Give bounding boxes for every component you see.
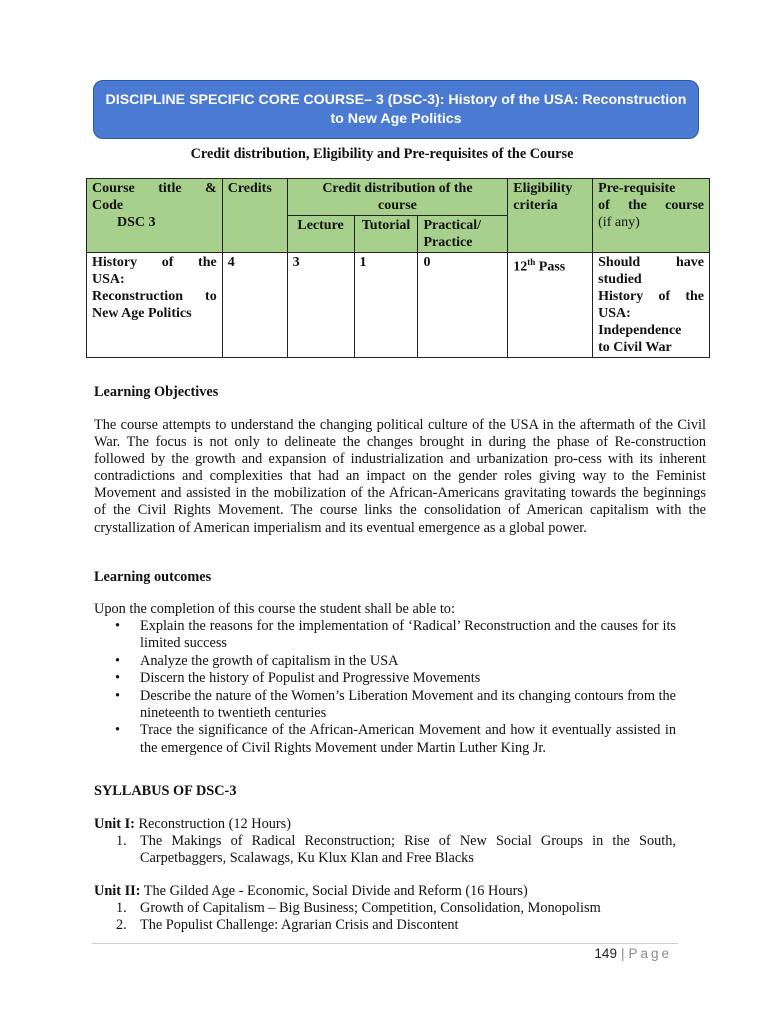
header-credits: Credits <box>222 179 287 253</box>
footer-separator: | <box>620 946 625 961</box>
page-number: 149 <box>594 946 617 961</box>
page-label: Page <box>628 946 672 961</box>
header-tutorial: Tutorial <box>354 216 418 253</box>
credit-distribution-heading: Credit distribution, Eligibility and Pre-requisites of the Course <box>190 146 574 162</box>
header-prerequisite: Pre-requisite of the course (if any) <box>593 179 710 253</box>
cell-course-title: History of the USA: Reconstruction to New Age Politics <box>87 253 223 358</box>
cell-tutorial: 1 <box>354 253 418 358</box>
unit-2-list <box>94 900 676 934</box>
header-lecture: Lecture <box>287 216 354 253</box>
learning-outcomes-list <box>94 618 676 757</box>
cell-lecture: 3 <box>287 253 354 358</box>
list-item: • Explain the reasons for the implementation of ‘Radical’ Reconstruction and the causes for its limited success <box>115 618 676 652</box>
learning-outcomes-intro: Upon the completion of this course the student shall be able to: <box>94 601 455 617</box>
banner-line-2: to New Age Politics <box>330 110 462 127</box>
header-credit-distribution: Credit distribution of the course <box>287 179 508 216</box>
cell-eligibility: 12th Pass <box>508 253 593 358</box>
page-footer <box>594 946 672 961</box>
table-header-row <box>87 179 710 216</box>
bullet-icon: • <box>115 670 121 687</box>
list-item: • Trace the significance of the African-American Movement and how it eventually assisted in the emergence of Civil Rights Movement under Martin Luther King Jr. <box>115 722 676 756</box>
cell-prerequisite: Should have studied History of the USA: Independence to Civil War <box>593 253 710 358</box>
banner-line-1: DISCIPLINE SPECIFIC CORE COURSE– 3 (DSC-3): History of the USA: Reconstruction <box>105 91 687 108</box>
bullet-icon: • <box>115 687 121 704</box>
learning-objectives-heading: Learning Objectives <box>94 384 219 400</box>
header-eligibility: Eligibility criteria <box>508 179 593 253</box>
learning-outcomes-heading: Learning outcomes <box>94 569 212 585</box>
list-item: • Describe the nature of the Women’s Liberation Movement and its changing contours from the nineteenth to twentieth centuries <box>115 687 676 722</box>
header-practical: Practical/ Practice <box>418 216 508 253</box>
list-item: 1. Growth of Capitalism – Big Business; Competition, Consolidation, Monopolism <box>116 900 601 916</box>
course-title-banner <box>93 80 699 139</box>
footer-divider <box>92 943 678 944</box>
list-item: • Analyze the growth of capitalism in the USA <box>115 652 399 669</box>
credit-distribution-table <box>86 178 710 358</box>
cell-credits: 4 <box>222 253 287 358</box>
unit-1-list <box>94 833 676 867</box>
unit-2-heading: Unit II: The Gilded Age - Economic, Social Divide and Reform (16 Hours) <box>94 883 528 899</box>
cell-practical: 0 <box>418 253 508 358</box>
list-item: • Discern the history of Populist and Progressive Movements <box>115 670 481 687</box>
bullet-icon: • <box>115 652 121 669</box>
table-row <box>87 253 710 358</box>
syllabus-heading: SYLLABUS OF DSC-3 <box>94 783 237 799</box>
bullet-icon: • <box>115 722 121 739</box>
list-item: 1. The Makings of Radical Reconstruction; Rise of New Social Groups in the South, Carpetbaggers, Scalawags, Ku Klux Klan and Free Blacks <box>116 833 676 867</box>
bullet-icon: • <box>115 618 121 634</box>
learning-objectives-text: The course attempts to understand the changing political culture of the USA in the aftermath of the Civil War. The focus is not only to delineate the changes brought in during the phase of Re-construction followed by the growth and expansion of industrialization and urbanization pro-cess with its inherent contradictions and complexities that had an impact on the gender roles giving way to the Feminist Movement and assisted in the mobilization of the African-Americans gravitating towards the beginnings of the Civil Rights Movement. The course links the consolidation of American capitalism with the crystallization of American imperialism and its eventual emergence as a global power. <box>94 417 706 536</box>
unit-1-heading: Unit I: Reconstruction (12 Hours) <box>94 816 291 832</box>
header-course-title: Course title & Code DSC 3 <box>87 179 223 253</box>
list-item: 2. The Populist Challenge: Agrarian Crisis and Discontent <box>116 917 459 934</box>
